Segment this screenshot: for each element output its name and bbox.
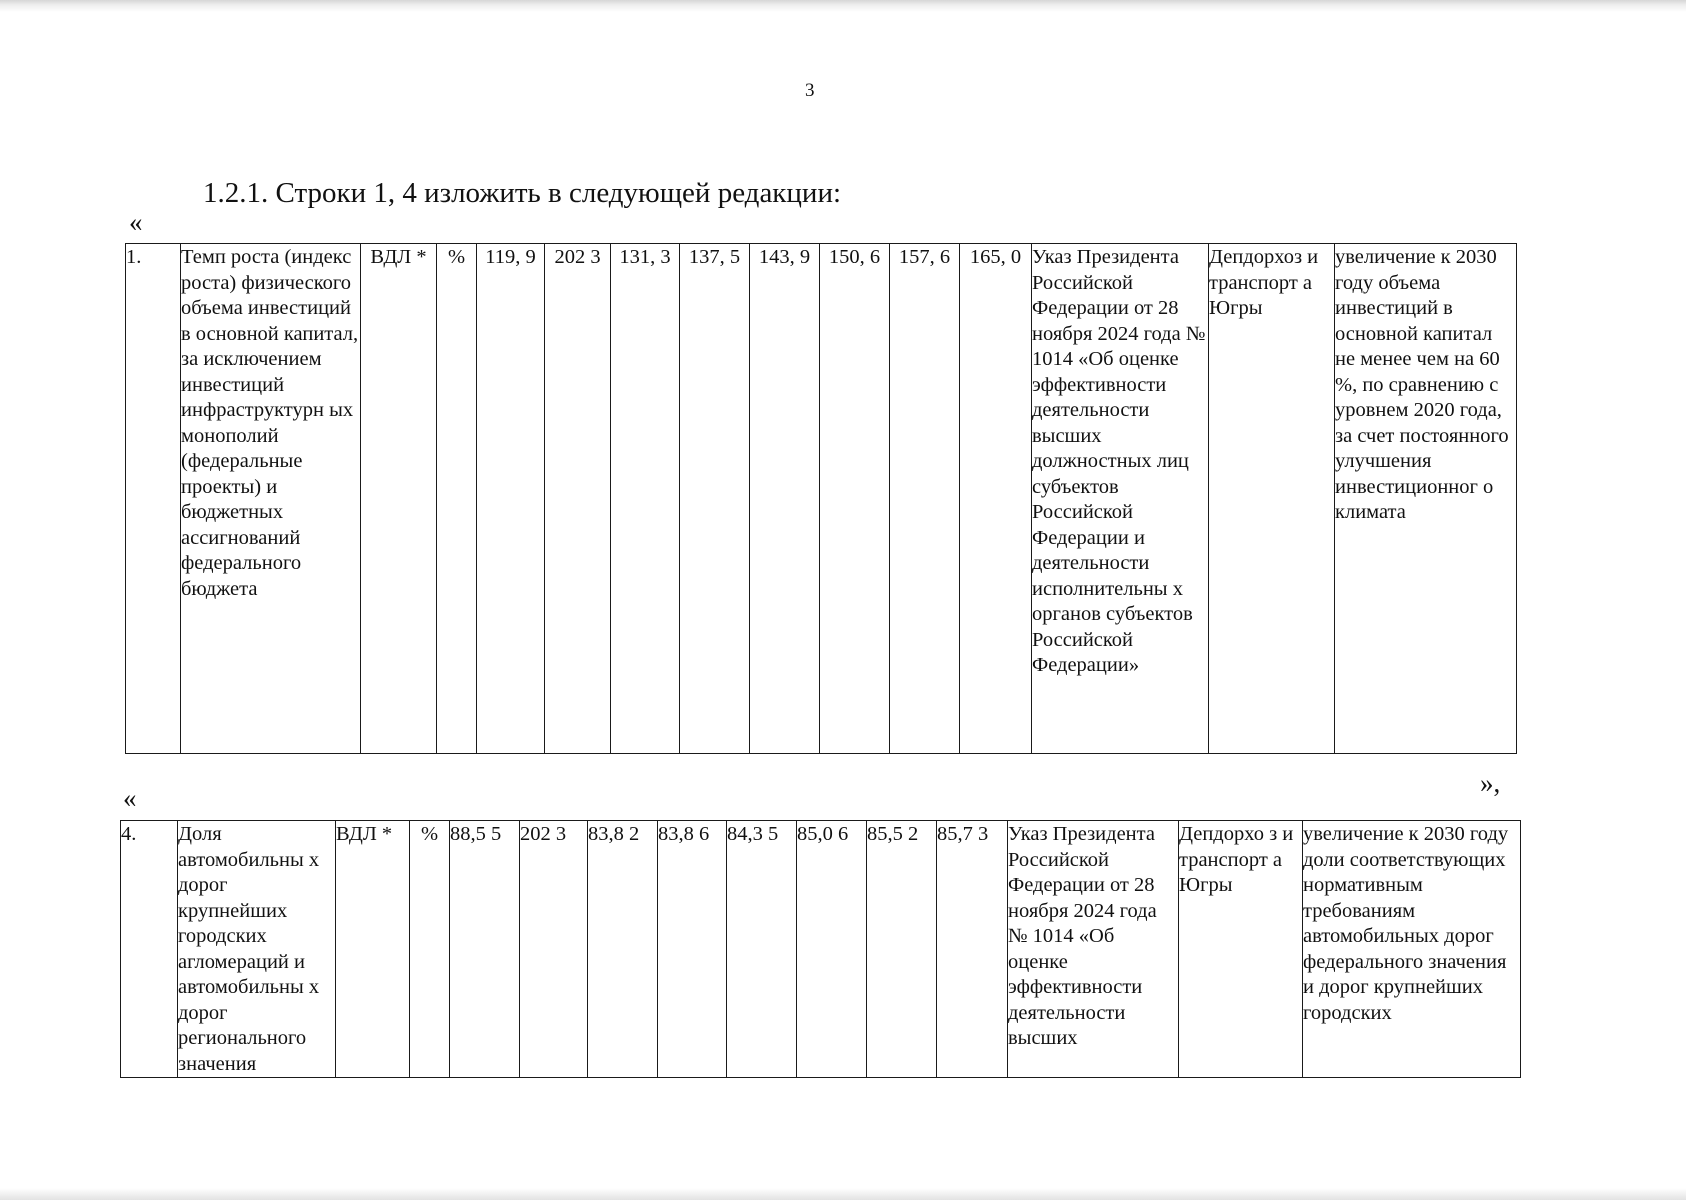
value-cell: 131, 3 [611,244,680,754]
indicator-name-cell: Доля автомобильны х дорог крупнейших городских агломераций и автомобильны х дорог регионального значения [178,821,336,1078]
value-cell-base-year: 202 3 [520,821,588,1078]
section-heading: 1.2.1. Строки 1, 4 изложить в следующей редакции: [203,177,842,209]
row-number-cell: 1. [126,244,181,754]
opening-quote-row-1: « [129,207,143,237]
value-cell: 85,7 3 [937,821,1008,1078]
value-cell: 85,0 6 [797,821,867,1078]
value-cell-base: 119, 9 [477,244,545,754]
table-row [126,244,1517,754]
page-number: 3 [805,80,815,101]
indicator-name-cell: Темп роста (индекс роста) физического объема инвестиций в основной капитал, за исключением инвестиций инфраструктурн ых монополий (федеральные проекты) и бюджетных ассигнований федерального бюджета [181,244,361,754]
value-cell: 85,5 2 [867,821,937,1078]
table-row-1 [125,243,1517,754]
value-cell: 150, 6 [820,244,890,754]
value-cell: 143, 9 [750,244,820,754]
row-number-cell: 4. [121,821,178,1078]
document-cell: Указ Президента Российской Федерации от 28 ноября 2024 года № 1014 «Об оценке эффективности деятельности высших должностных лиц субъектов Российской Федерации и деятельности исполнительны х органов субъектов Российской Федерации» [1032,244,1209,754]
value-cell: 165, 0 [960,244,1032,754]
document-cell: Указ Президента Российской Федерации от 28 ноября 2024 года № 1014 «Об оценке эффективности деятельности высших [1008,821,1179,1078]
result-cell: увеличение к 2030 году доли соответствующих нормативным требованиям автомобильных дорог федерального значения и дорог крупнейших городских [1303,821,1521,1078]
value-cell-base-year: 202 3 [545,244,611,754]
table-row-4 [120,820,1521,1078]
value-cell: 137, 5 [680,244,750,754]
scan-edge-top [0,0,1686,12]
value-cell: 83,8 2 [588,821,658,1078]
value-cell: 157, 6 [890,244,960,754]
closing-quote-row-1: », [1480,768,1501,798]
table-row [121,821,1521,1078]
unit-cell: % [410,821,450,1078]
value-cell: 83,8 6 [658,821,727,1078]
responsible-cell: Депдорхоз и транспорт а Югры [1209,244,1335,754]
unit-cell: % [437,244,477,754]
responsible-cell: Депдорхо з и транспорт а Югры [1179,821,1303,1078]
value-cell-base: 88,5 5 [450,821,520,1078]
value-cell: 84,3 5 [727,821,797,1078]
level-cell: ВДЛ * [361,244,437,754]
level-cell: ВДЛ * [336,821,410,1078]
result-cell: увеличение к 2030 году объема инвестиций в основной капитал не менее чем на 60 %, по сравнению с уровнем 2020 года, за счет постоянного улучшения инвестиционног о климата [1335,244,1517,754]
opening-quote-row-4: « [123,783,137,813]
scan-edge-bottom [0,1188,1686,1200]
